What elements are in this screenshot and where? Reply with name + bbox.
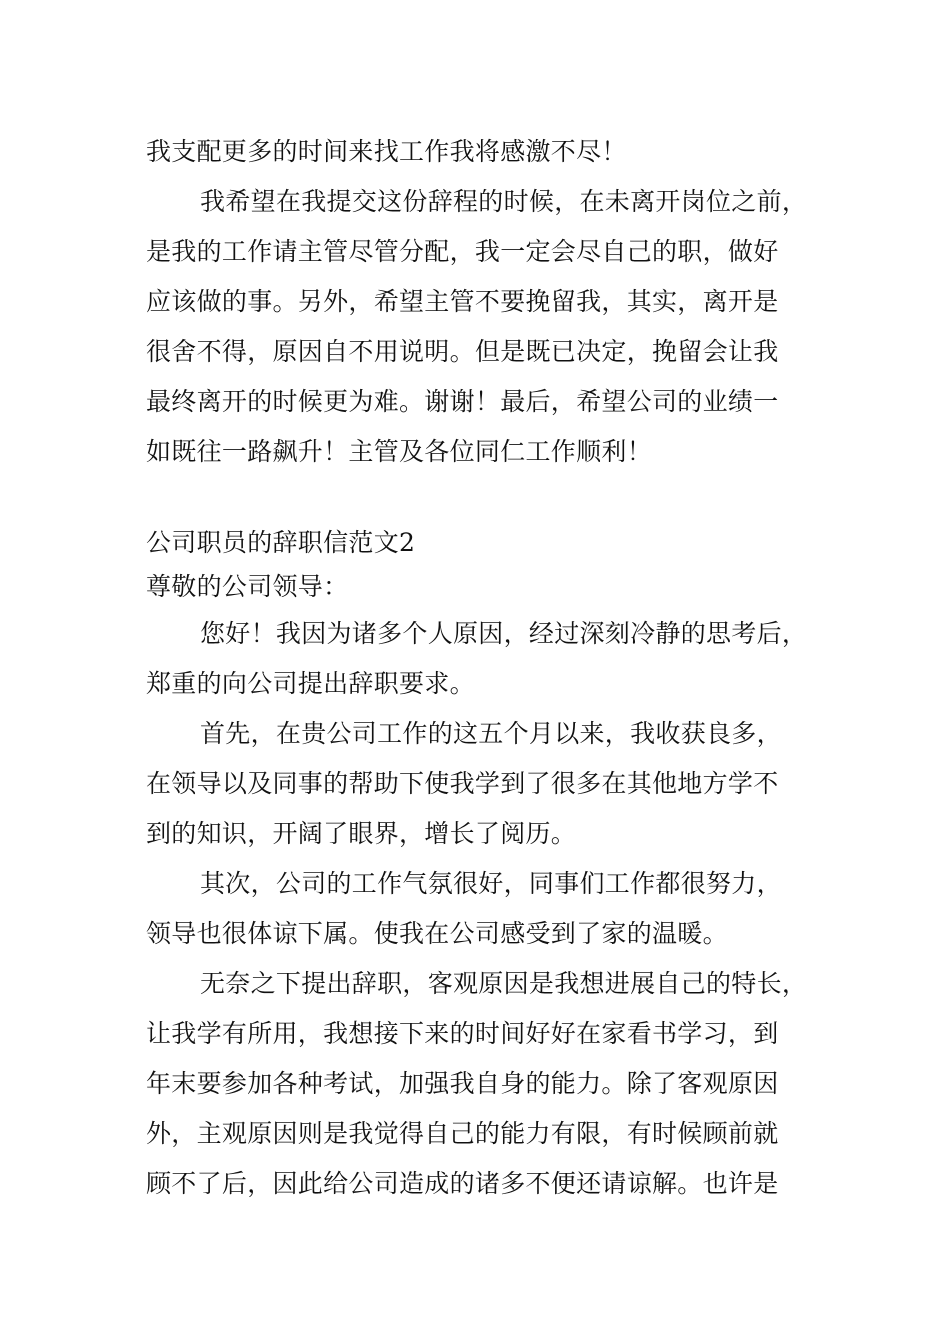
letter-paragraph	[146, 859, 821, 959]
text-line: 在领导以及同事的帮助下使我学到了很多在其他地方学不	[146, 769, 779, 798]
section-gap	[146, 477, 821, 521]
text-line: 年末要参加各种考试，加强我自身的能力。除了客观原因	[146, 1069, 779, 1098]
text-line: 如既往一路飙升！主管及各位同仁工作顺利！	[146, 437, 653, 466]
text-line: 让我学有所用，我想接下来的时间好好在家看书学习，到	[146, 1019, 779, 1048]
text-line: 郑重的向公司提出辞职要求。	[146, 669, 475, 698]
text-line: 是我的工作请主管尽管分配，我一定会尽自己的职，做好	[146, 237, 779, 266]
salutation: 尊敬的公司领导：	[146, 572, 349, 601]
text-line: 您好！我因为诸多个人原因，经过深刻冷静的思考后，	[200, 619, 808, 648]
text-line: 顾不了后，因此给公司造成的诸多不便还请谅解。也许是	[146, 1169, 779, 1198]
text-line: 最终离开的时候更为难。谢谢！最后，希望公司的业绩一	[146, 387, 779, 416]
text-line: 其次，公司的工作气氛很好，同事们工作都很努力，	[200, 869, 782, 898]
section1-continuation	[146, 127, 821, 177]
text-line: 应该做的事。另外，希望主管不要挽留我，其实，离开是	[146, 287, 779, 316]
section1-paragraph	[146, 177, 821, 477]
letter-paragraph	[146, 609, 821, 709]
text-line: 领导也很体谅下属。使我在公司感受到了家的温暖。	[146, 919, 728, 948]
letter-paragraph	[146, 709, 821, 859]
text-line: 我支配更多的时间来找工作我将感激不尽！	[146, 137, 627, 166]
text-line: 无奈之下提出辞职，客观原因是我想进展自己的特长，	[200, 969, 808, 998]
section-title: 公司职员的辞职信范文2	[146, 528, 416, 557]
document-page	[146, 127, 821, 1209]
text-line: 到的知识，开阔了眼界，增长了阅历。	[146, 819, 577, 848]
letter-paragraph	[146, 959, 821, 1209]
text-line: 首先，在贵公司工作的这五个月以来，我收获良多，	[200, 719, 782, 748]
text-line: 很舍不得，原因自不用说明。但是既已决定，挽留会让我	[146, 337, 779, 366]
text-line: 我希望在我提交这份辞程的时候，在未离开岗位之前，	[200, 187, 808, 216]
text-line: 外，主观原因则是我觉得自己的能力有限，有时候顾前就	[146, 1119, 779, 1148]
